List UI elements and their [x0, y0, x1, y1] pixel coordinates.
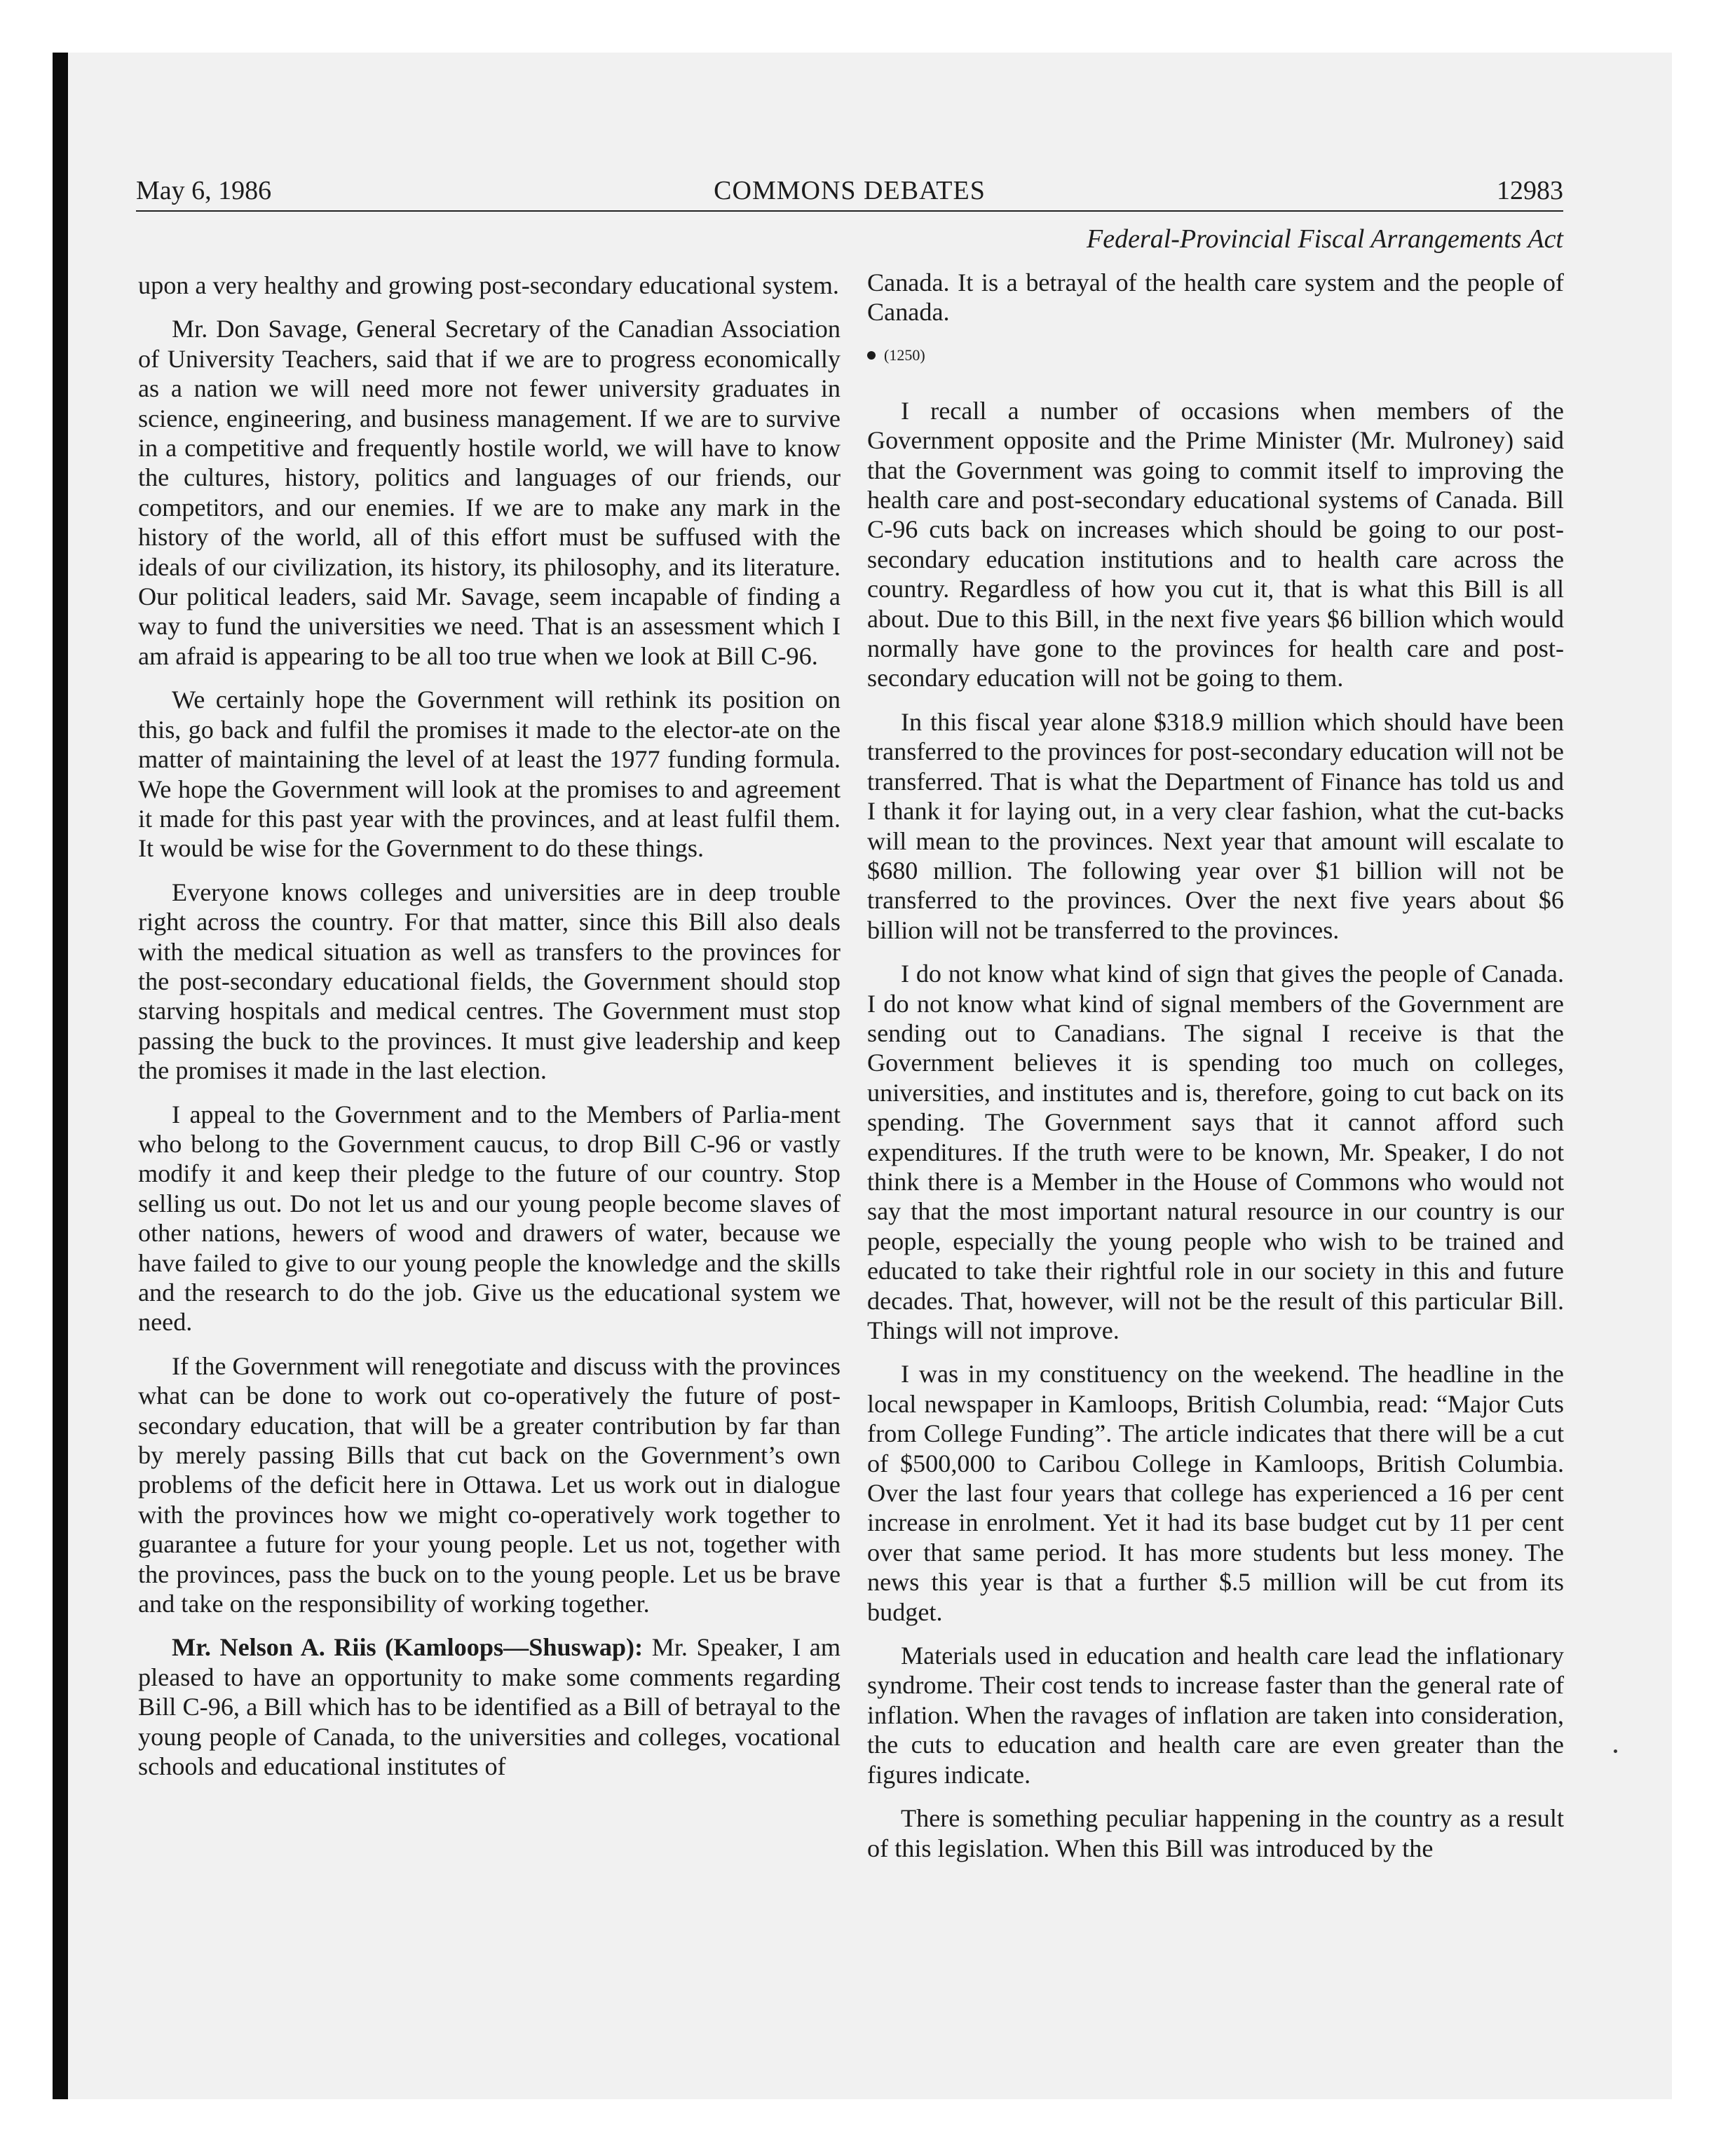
paragraph: There is something peculiar happening in the country as a result of this legislation. When this Bill was introduced by the: [867, 1804, 1564, 1862]
paragraph: Materials used in education and health care lead the inflationary syndrome. Their cost tends to increase faster than the general rate of inflation. When the ravages of inflation are taken into consideration, the cuts to education and health care are even greater than the figures indicate.: [867, 1642, 1564, 1789]
time-marker: [867, 341, 1564, 369]
paragraph: If the Government will renegotiate and discuss with the provinces what can be done to work out co-operatively the future of post-secondary education, that will be a greater contribution by far than by merely passing Bills that cut back on the Government’s own problems of the deficit here in Ottawa. Let us work out in dialogue with the provinces how we might co-operatively work together to guarantee a future for your young people. Let us not, together with the provinces, pass the buck on to the young people. Let us be brave and take on the responsibility of working together.: [138, 1351, 841, 1618]
right-column: [867, 268, 1564, 1863]
header-rule: [136, 210, 1563, 212]
publication-title: COMMONS DEBATES: [714, 176, 986, 205]
paragraph: In this fiscal year alone $318.9 million which should have been transferred to the provinces for post-secondary education will not be transferred. That is what the Department of Finance has told us and I thank it for laying out, in a very clear fashion, what the cut-backs will mean to the provinces. Next year that amount will escalate to $680 million. The following year over $1 billion will not be transferred to the provinces. Over the next five years about $6 billion will not be transferred to the provinces.: [867, 707, 1564, 944]
paragraph: I recall a number of occasions when members of the Government opposite and the Prime Minister (Mr. Mulroney) said that the Government was going to commit itself to improving the health care and post-secondary educational systems of Canada. Bill C-96 cuts back on increases which should be going to our post-secondary education institutions and to health care across the country. Regardless of how you cut it, that is what this Bill is all about. Due to this Bill, in the next five years $6 billion which would normally have gone to the provinces for health care and post-secondary education will not be going to them.: [867, 396, 1564, 692]
time-marker-label: (1250): [884, 346, 925, 364]
scan-speck: [1614, 1749, 1617, 1753]
running-head: Federal-Provincial Fiscal Arrangements Act: [1087, 224, 1563, 254]
bullet-icon: [867, 351, 876, 360]
paragraph: I appeal to the Government and to the Members of Parlia-ment who belong to the Government caucus, to drop Bill C-96 or vastly modify it and keep their pledge to the future of our country. Stop selling us out. Do not let us and our young people become slaves of other nations, hewers of wood and drawers of water, because we have failed to give to our young people the knowledge and the skills and the research to do the job. Give us the educational system we need.: [138, 1100, 841, 1337]
paragraph: We certainly hope the Government will rethink its position on this, go back and fulfil the promises it made to the elector-ate on the matter of maintaining the level of at least the 1977 funding formula. We hope the Government will look at the promises to and agreement it made for this past year with the provinces, and at least fulfil them. It would be wise for the Government to do these things.: [138, 685, 841, 863]
page-header: [136, 171, 1563, 210]
paragraph: upon a very healthy and growing post-secondary educational system.: [138, 271, 839, 299]
speech-text: Mr. Speaker, I am pleased to have an opportunity to make some comments regarding Bill C-96, a Bill which has to be identified as a Bill of betrayal to the young people of Canada, to the universities and colleges, vocational schools and educational institutes of: [138, 1633, 841, 1781]
paragraph: I was in my constituency on the weekend. The headline in the local newspaper in Kamloops, British Columbia, read: “Major Cuts from College Funding”. The article indicates that there will be a cut of $500,000 to Caribou College in Kamloops, British Columbia. Over the last four years that college has experienced a 16 per cent increase in enrolment. Yet it had its base budget cut by 11 per cent over that same period. It has more students but less money. The news this year is that a further $.5 million will be cut from its budget.: [867, 1360, 1564, 1626]
paragraph: Mr. Don Savage, General Secretary of the Canadian Association of University Teachers, said that if we are to progress economically as a nation we will need more not fewer university graduates in science, engineering, and business management. If we are to survive in a competitive and frequently hostile world, we will have to know the cultures, history, politics and languages of our friends, our competitors, and our enemies. If we are to make any mark in the history of the world, all of this effort must be suffused with the ideals of our civilization, its history, its philosophy, and its literature. Our political leaders, said Mr. Savage, seem incapable of finding a way to fund the universities we need. That is an assessment which I am afraid is appearing to be all too true when we look at Bill C-96.: [138, 315, 841, 670]
page-number: 12983: [1497, 176, 1563, 205]
speaker-name: Mr. Nelson A. Riis (Kamloops—Shuswap):: [172, 1633, 644, 1662]
paragraph: I do not know what kind of sign that gives the people of Canada. I do not know what kind of signal members of the Government are sending out to Canadians. The signal I receive is that the Government believes it is spending too much on colleges, universities, and institutes and is, therefore, going to cut back on its spending. The Government says that it cannot afford such expenditures. If the truth were to be known, Mr. Speaker, I do not think there is a Member in the House of Commons who would not say that the most important natural resource in our country is our people, especially the young people who wish to be trained and educated to take their rightful role in our society in this and future decades. That, however, will not be the result of this particular Bill. Things will not improve.: [867, 960, 1564, 1344]
header-date: May 6, 1986: [136, 176, 272, 205]
scan-border: [53, 53, 68, 2099]
speaker-paragraph: [138, 1632, 841, 1781]
left-column: [138, 271, 841, 1782]
paragraph: Everyone knows colleges and universities are in deep trouble right across the country. For that matter, since this Bill also deals with the medical situation as well as transfers to the provinces for the post-secondary educational fields, the Government should stop starving hospitals and medical centres. The Government must stop passing the buck to the provinces. It must give leadership and keep the promises it made in the last election.: [138, 878, 841, 1085]
paragraph: Canada. It is a betrayal of the health care system and the people of Canada.: [867, 268, 1564, 327]
